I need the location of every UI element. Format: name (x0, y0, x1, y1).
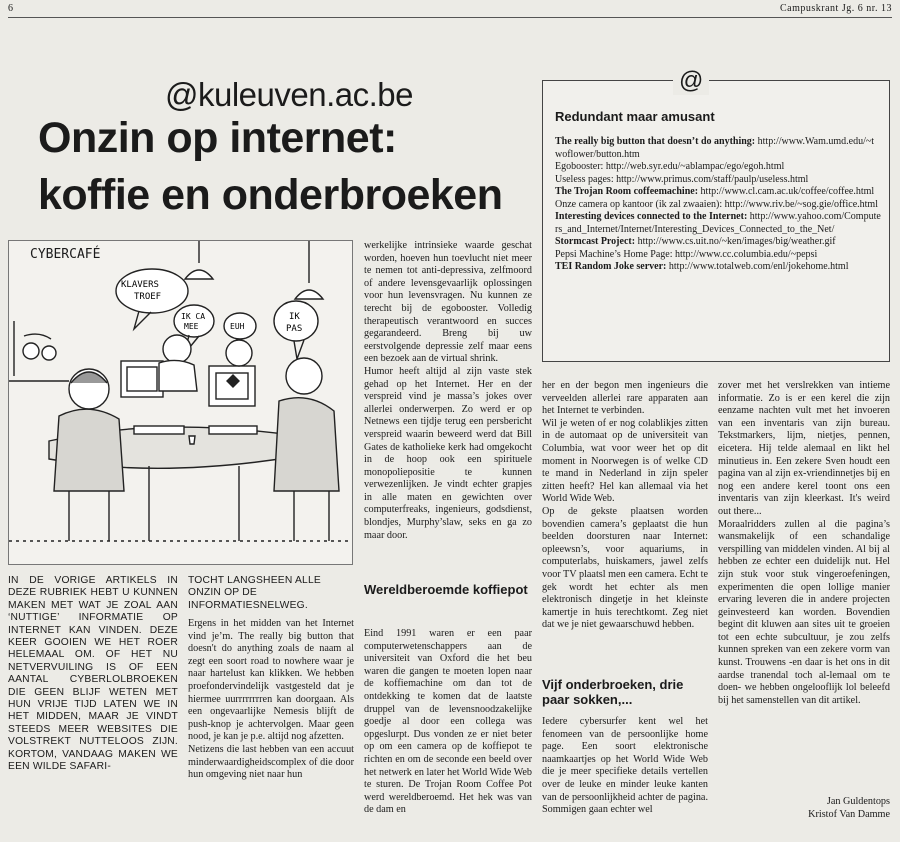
link-name: Onze camera op kantoor (ik zal zwaaien): (555, 198, 723, 210)
link-item[interactable] (555, 236, 881, 249)
subheading-onderbroeken: Vijf onderbroeken, drie paar sokken,... (542, 677, 684, 707)
link-item[interactable] (555, 211, 881, 236)
author-credits (760, 796, 890, 821)
link-item[interactable] (555, 161, 881, 174)
page-number: 6 (8, 3, 13, 14)
link-name: The really big button that doesn’t do anything: (555, 136, 756, 147)
link-item[interactable] (555, 136, 881, 161)
link-url[interactable]: http://www.primus.com/staff/paulp/useless.html (616, 173, 809, 185)
bubble-text-1: KLAVERS (121, 280, 159, 290)
link-url[interactable]: http://www.totalweb.com/enl/jokehome.html (668, 261, 849, 272)
link-url[interactable]: http://web.syr.edu/~ablampac/ego/egoh.html (605, 161, 785, 172)
sidebar-at-symbol: @ (673, 67, 709, 95)
link-name: Pepsi Machine’s Home Page: (555, 248, 673, 260)
intro-paragraph: IN DE VORIGE ARTIKELS IN DEZE RUBRIEK HEBT U KUNNEN MAKEN MET WAT JE ZOAL AAN ‘NUTTIGE’ INFORMATIE OP INTERNET KAN VINDEN. DEZE KEER GOOIEN WE HET ROER HELEMAAL OM. OF HET NU NETVERVUILING IS OF EEN AANTAL CYBERLOLBROEKEN DIE GEEN BLIJF WETEN MET HUN VRIJE TIJD LATEN WE IN HET MIDDEN, MAAR JE VINDT STEEDS MEER WEBSITES DIE VOLSTREKT NUTTELOOS ZIJN. KORTOM, VANDAAG MAKEN WE EEN WILDE SAFARI- (8, 575, 178, 773)
body-column-3-top: werkelijke intrinsieke waarde geschat worden, hoeven hun toevlucht niet meer te nemen tot anti-depressiva, zelfmoord of andere levensgevaarlijk oplossingen voor hun levensvragen. Nu kunnen ze terecht bij de egobooster. Volledig therapeutisch verantwoord en succes gegarandeerd. Breng bij uw eerstvolgende depressie zelf maar eens een bezoek aan de virtual shrink. Humor heeft altijd al zijn vaste stek gehad op het Internet. Her en der verspreid vind je massa’s jokes over allerlei onderwerpen. Zo werd er op Netnews een tijdje terug een persbericht verspreid waarin beweerd werd dat Bill Gates de katholieke kerk had omgekocht in de hoop ook een spirituele monopoliepositie te kunnen verwezenlijken. Je vindt echter grapjes in alle maten en gewichten over computerfreaks, ingenieurs, godsdienst, blondjes, Murphy’slaw, seks en ga zo maar door. (364, 240, 532, 541)
author-name: Jan Guldentops (826, 796, 890, 807)
link-item[interactable] (555, 186, 881, 199)
body-column-4-top: her en der begon men ingenieurs die verveelden allerlei rare apparaten aan het Internet te verbinden. Wil je weten of er nog colablikjes zitten in de automaat op de universiteit van Columbia, wat voor weer het op dit moment in Noorwegen is of welke CD te mand in Nederland in zijn speler zitten heeft? Hel kan allemaal via het World Wide Web. Op de gekste plaatsen worden bovendien camera’s geplaatst die hun beelden doorsturen naar Internet: opleewsn’s, voor aquariums, in computerlabs, huiskamers, jawel zelfs voor TV plaatsl men een camera. Echt te gek wordt het echter als men elektronisch dingetje in het kleinste kamertje in huis terechtkomt. Zeg niet dat we je niet gewaarschuwd hebben. (542, 380, 708, 631)
bubble-text-1b: TROEF (134, 292, 162, 302)
link-name: Interesting devices connected to the Internet: (555, 211, 748, 222)
cartoon-label: CYBERCAFÉ (30, 247, 101, 262)
cartoon-drawing (9, 241, 353, 565)
link-url[interactable]: http://www.riv.be/~sog.gie/office.html (724, 198, 878, 210)
bubble-text-4: IK (289, 312, 300, 322)
link-url[interactable]: http://www.cc.columbia.edu/~pepsi (674, 248, 818, 260)
body-column-2: Ergens in het midden van het Internet vind je’m. The really big button that doesn't do anything zoals de naam al zegt een soort road to nowhere waar je naar hartelust kan klikken. We hebben proefondervindelijk vastgesteld dat je hiermee uurrrrrrrren kan doorgaan. Als een ongevaarlijke Nemesis blijft de push-knop je achtervolgen. Maar geen nood, je kan je p.e. altijd nog afzetten. Netizens die last hebben van een accuut minderwaardigheidscomplex of die door hun omgeving niet naar hun (188, 618, 354, 781)
sidebar-title: Redundant maar amusant (555, 109, 715, 124)
article-handle: @kuleuven.ac.be (165, 76, 413, 113)
link-name: Egobooster: (555, 161, 604, 172)
link-url[interactable]: http://www.yahoo.com/Computers_and_Internet/Internet/Interesting_Devices_Connected_to_the_Net/ (555, 211, 881, 235)
links-sidebar (542, 67, 890, 362)
headline-line-1: Onzin op internet: (38, 114, 397, 162)
link-item[interactable] (555, 261, 881, 274)
link-url[interactable]: http://www.cs.uit.no/~ken/images/big/weather.gif (637, 236, 836, 247)
author-name: Kristof Van Damme (808, 808, 890, 820)
bubble-text-2: IK CA (181, 312, 206, 321)
link-name: Useless pages: (555, 173, 614, 185)
link-item[interactable] (555, 174, 881, 187)
link-item[interactable] (555, 199, 881, 212)
link-name: TEI Random Joke server: (555, 261, 667, 272)
cartoon-illustration (8, 240, 353, 565)
masthead: Campuskrant Jg. 6 nr. 13 (780, 3, 892, 14)
body-column-5: zover met het verslrekken van intieme informatie. Zo is er een kerel die zijn eenzame nachten vult met het invoeren van een inventaris van zijn bureau. Tekstmarkers, lijm, nietjes, pennen, eicetera. Hij telde alemaal en likt hel minutieus in. Een zekere Sven houdt een pagina van al zijn ex-vriendinnetjes bij en nog een andere kerel toont ons een inventaris van zijn kleerkast. It's weird out there... Moraalridders zullen al die pagina’s wansmakelijk of een schandalige verspilling van middelen vinden. Al bij al hebben ze echter een duidelijk nut. Hel zijn stuk voor stuk vingeroefeningen, experimenten die open lollige manier ervaring leveren die in andere projecten geinvesteerd kan worden. Bovendien begint dit kluwen aan sites uit te groeien tot een echte subcultuur, je zou zelfs kunnen spreken van een zekere vorm van kunst. Trouwens -en daar is het ons in dit aardse tranendal toch al-lemaal om te doen- we hebben ongelooflijk lol beleefd bij het samenstellen van dit artikel. (718, 380, 890, 706)
headline (38, 110, 518, 224)
link-url[interactable]: http://www.cl.cam.ac.uk/coffee/coffee.html (700, 186, 875, 197)
bubble-text-2b: MEE (184, 322, 199, 331)
header-rule (8, 17, 892, 18)
link-item[interactable] (555, 249, 881, 262)
body-column-4-bottom: Iedere cybersurfer kent wel het fenomeen van de persoonlijke home page. Een soort elektronische naamkaartjes op het World Wide Web die je meer specifieke details vertellen over de leuke en minder leuke kanten van de persoonlijkheid achter de pagina. Sommigen gaan echter wel (542, 716, 708, 816)
bubble-text-3: EUH (230, 322, 245, 331)
bubble-text-4b: PAS (286, 324, 303, 334)
sidebar-link-list (555, 136, 881, 274)
body-column-3-bottom: Eind 1991 waren er een paar computerwetenschappers aan de universiteit van Oxford die het beu waren die gangen te moeten lopen naar de koffiemachine om dan tot de ontdekking te komen dat de laatste druppel van de levensnoodzakelijke goedje al door een collega was opgeslurpt. Dus vonden ze er niet beter op om een camera op de koffiepot te richten en om de seconde een beeld over het netwerk en later het World Wide Web te sturen. De Trojan Room Coffee Pot werd wereldberoemd. Het hek was van de dam en (364, 628, 532, 816)
headline-line-2: koffie en onderbroeken (38, 171, 503, 219)
subheading-koffiepot: Wereldberoemde koffiepot (364, 582, 528, 597)
link-name: Stormcast Project: (555, 236, 636, 247)
intro-continued: TOCHT LANGSHEEN ALLE ONZIN OP DE INFORMATIESNELWEG. (188, 575, 321, 611)
link-url[interactable]: http://www.Wam.umd.edu/~twoflower/button.htm (555, 136, 875, 160)
link-name: The Trojan Room coffeemachine: (555, 186, 699, 197)
